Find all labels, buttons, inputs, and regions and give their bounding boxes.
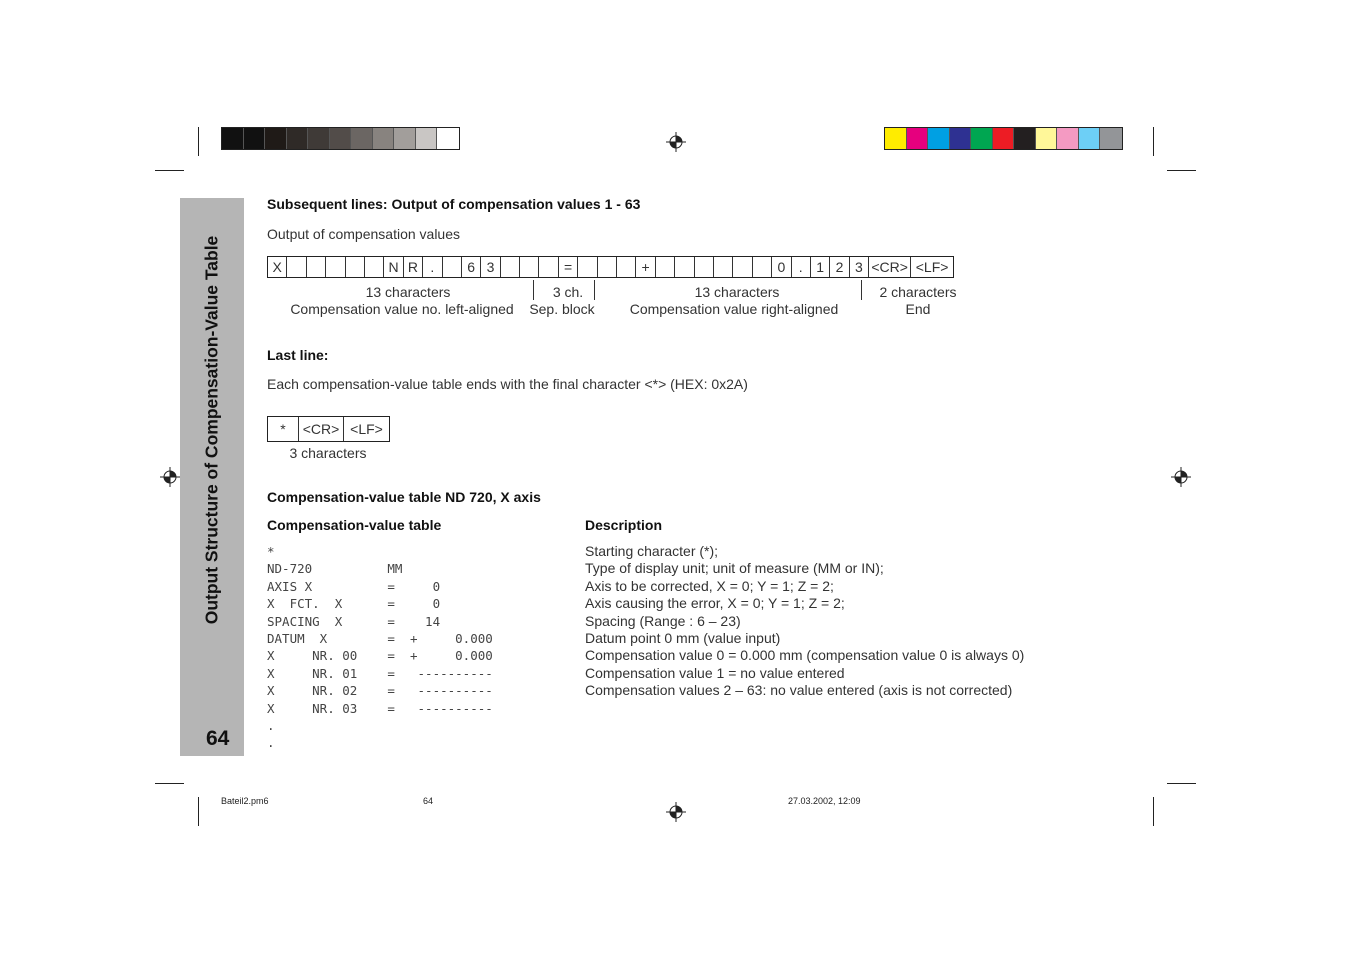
table-code-line: * [267,544,275,559]
character-cell [753,257,772,277]
table-description: Axis causing the error, X = 0; Y = 1; Z = 2; [585,595,845,612]
character-cell [501,257,520,277]
table-code-line: AXIS X = 0 [267,578,441,594]
last-line-text: Each compensation-value table ends with the final character <*> (HEX: 0x2A) [267,376,748,392]
section-heading-last-line: Last line: [267,347,329,363]
character-cell [443,257,462,277]
character-cell [365,257,384,277]
page-number: 64 [206,727,230,750]
section-heading-table-nd720: Compensation-value table ND 720, X axis [267,489,541,505]
table-description: Starting character (*); [585,543,719,559]
character-cell: . [423,257,442,277]
color-swatch [330,128,352,149]
table-description: Spacing (Range : 6 – 23) [585,612,741,629]
table-code-line: ND-720 MM [267,561,403,577]
table-code-line: DATUM X = + 0.000 [267,631,493,646]
character-cell: R [404,257,423,277]
color-swatch [1014,128,1036,149]
footer-page: 64 [423,796,434,806]
table-description: Axis to be corrected, X = 0; Y = 1; Z = 2; [585,577,834,594]
color-swatch [437,128,459,149]
group-label-top: 13 characters [365,284,451,300]
character-cell [346,257,365,277]
section-intro: Output of compensation values [267,226,461,242]
registration-mark-icon [160,467,180,487]
color-swatch [351,128,373,149]
color-swatch [265,128,287,149]
sidebar-title: Output Structure of Compensation-Value Table [201,235,222,625]
character-cell [598,257,617,277]
color-swatch [373,128,395,149]
character-cell [307,257,326,277]
character-cell [675,257,694,277]
character-cell: 2 [830,257,849,277]
character-cell: . [792,257,811,277]
end-character-cell: <LF> [350,421,383,437]
group-label-top: 13 characters [694,284,780,300]
color-swatch [1079,128,1101,149]
character-cell [539,257,558,277]
character-cell: N [384,257,403,277]
character-cell [287,257,306,277]
registration-mark-icon [666,802,686,822]
color-swatch [1036,128,1058,149]
table-description: Datum point 0 mm (value input) [585,630,781,646]
character-cell [578,257,597,277]
table-description: Compensation value 1 = no value entered [585,664,845,681]
color-swatch [993,128,1015,149]
grayscale-bar [221,127,460,150]
character-cell: X [268,257,287,277]
registration-mark-icon [1171,467,1191,487]
color-swatch [885,128,907,149]
table-code-line: . [267,718,275,733]
character-cell: 6 [462,257,481,277]
color-swatch [287,128,309,149]
color-swatch [308,128,330,149]
character-cell [695,257,714,277]
end-character-cell: <CR> [299,417,344,441]
color-swatch [950,128,972,149]
character-cell [326,257,345,277]
table-code-line: X FCT. X = 0 [267,596,441,612]
character-cell: = [559,257,578,277]
footer-file: Bateil2.pm6 [221,796,269,806]
character-cell [520,257,539,277]
color-swatch [394,128,416,149]
color-swatch [244,128,266,149]
table-code-line: X NR. 02 = ---------- [267,683,493,699]
column-heading-description: Description [585,517,663,533]
color-swatch [907,128,929,149]
registration-mark-icon [666,132,686,152]
table-description: Type of display unit; unit of measure (MM or IN); [585,560,884,577]
color-swatch [1100,128,1122,149]
color-bar [884,127,1123,150]
footer-date: 27.03.2002, 12:09 [788,796,861,806]
character-cell [656,257,675,277]
table-description: Compensation value 0 = 0.000 mm (compensation value 0 is always 0) [585,647,1025,664]
character-cell: <LF> [915,259,949,275]
color-swatch [928,128,950,149]
character-cell [617,257,636,277]
color-swatch [971,128,993,149]
group-label-bottom: Sep. block [529,301,595,317]
table-description: Compensation values 2 – 63: no value entered (axis is not corrected) [585,682,1013,699]
character-cell: + [636,257,655,277]
end-character-box-row [267,416,390,442]
character-cell: <CR> [869,257,911,277]
character-cell: 1 [811,257,830,277]
character-cell: 3 [481,257,500,277]
end-character-cell: * [268,417,299,441]
group-divider [861,280,862,300]
column-heading-table: Compensation-value table [267,517,442,533]
group-label-top: 2 characters [879,284,957,300]
color-swatch [222,128,244,149]
character-cell [714,257,733,277]
group-label-bottom: Compensation value no. left-aligned [290,301,514,317]
character-cell [733,257,752,277]
character-cell: 0 [772,257,791,277]
group-label-top: 3 ch. [552,284,584,300]
section-heading-subsequent-lines: Subsequent lines: Output of compensation values 1 - 63 [267,196,641,212]
color-swatch [416,128,438,149]
character-box-row [267,256,954,278]
group-label-bottom: Compensation value right-aligned [629,301,839,317]
group-divider [533,280,534,300]
table-code-line: X NR. 01 = ---------- [267,665,493,681]
table-code-line: X NR. 00 = + 0.000 [267,648,493,664]
table-code-line: . [267,735,275,751]
table-code-line: SPACING X = 14 [267,613,441,629]
character-cell: 3 [850,257,869,277]
end-characters-label: 3 characters [289,445,367,461]
group-label-bottom: End [905,301,931,317]
color-swatch [1057,128,1079,149]
table-code-line: X NR. 03 = ---------- [267,700,493,716]
